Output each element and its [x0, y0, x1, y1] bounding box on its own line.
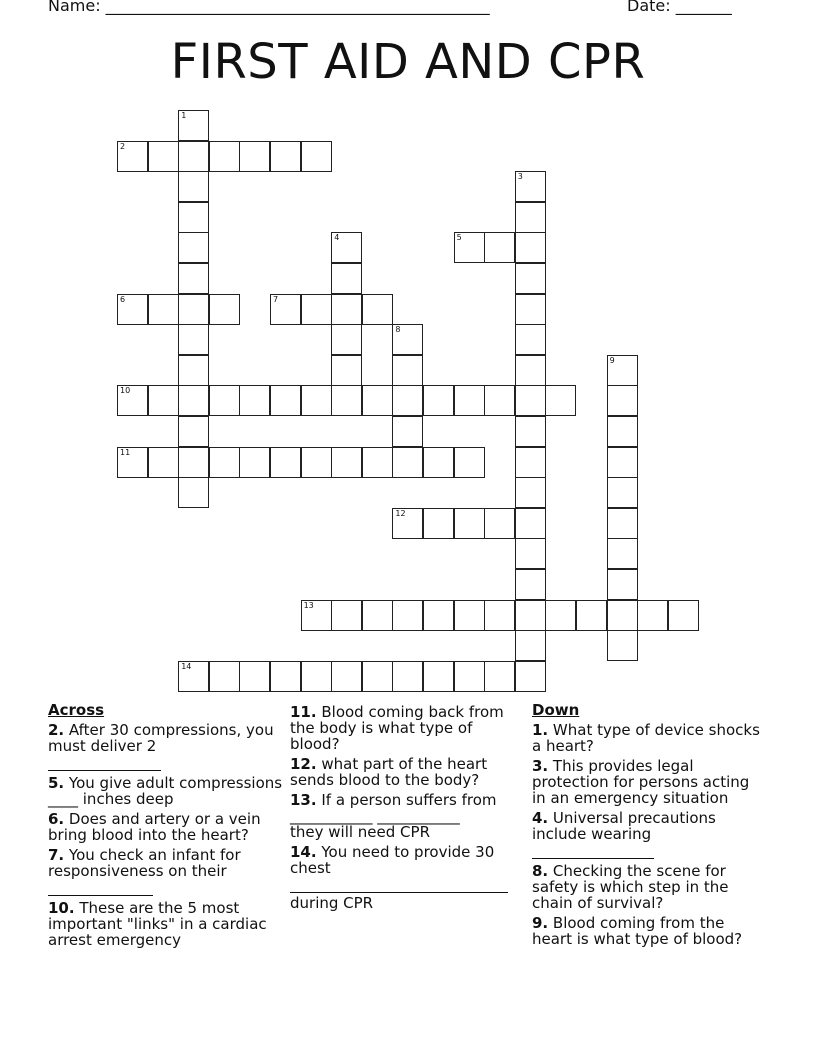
grid-cell[interactable] [117, 385, 148, 416]
grid-cell[interactable] [484, 508, 515, 539]
grid-cell[interactable] [607, 630, 638, 661]
grid-cell[interactable] [178, 447, 209, 478]
date-field-label: Date: _______ [627, 0, 732, 15]
grid-cell[interactable] [178, 385, 209, 416]
grid-cell[interactable] [331, 263, 362, 294]
grid-cell[interactable] [178, 141, 209, 172]
clue-down-1: 1. What type of device shocks a heart? [532, 721, 760, 755]
grid-cell[interactable] [607, 477, 638, 508]
grid-cell[interactable] [392, 416, 423, 447]
grid-cell[interactable] [392, 600, 423, 631]
grid-cell[interactable] [515, 232, 546, 263]
grid-cell[interactable] [515, 447, 546, 478]
down-heading: Down [532, 701, 580, 719]
grid-cell[interactable] [301, 661, 332, 692]
grid-cell[interactable] [392, 324, 423, 355]
clue-number: 10 [120, 386, 131, 396]
grid-cell[interactable] [331, 294, 362, 325]
grid-cell[interactable] [209, 661, 240, 692]
grid-cell[interactable] [515, 508, 546, 539]
grid-cell[interactable] [270, 294, 301, 325]
grid-cell[interactable] [209, 385, 240, 416]
grid-cell[interactable] [515, 661, 546, 692]
grid-cell[interactable] [515, 263, 546, 294]
grid-cell[interactable] [607, 355, 638, 386]
clue-number: 13 [303, 600, 314, 610]
grid-cell[interactable] [178, 171, 209, 202]
clue-number: 6 [120, 294, 126, 304]
grid-cell[interactable] [331, 600, 362, 631]
grid-cell[interactable] [270, 447, 301, 478]
grid-cell[interactable] [270, 385, 301, 416]
grid-cell[interactable] [454, 661, 485, 692]
grid-cell[interactable] [239, 661, 270, 692]
grid-cell[interactable] [484, 661, 515, 692]
clue-number: 4 [334, 233, 340, 243]
grid-cell[interactable] [484, 385, 515, 416]
grid-cell[interactable] [392, 385, 423, 416]
grid-cell[interactable] [362, 600, 393, 631]
grid-cell[interactable] [668, 600, 699, 631]
page-title: FIRST AID AND CPR [170, 34, 646, 90]
grid-cell[interactable] [331, 232, 362, 263]
grid-cell[interactable] [515, 538, 546, 569]
grid-cell[interactable] [423, 508, 454, 539]
grid-cell[interactable] [515, 171, 546, 202]
grid-cell[interactable] [148, 385, 179, 416]
grid-cell[interactable] [392, 508, 423, 539]
grid-cell[interactable] [607, 447, 638, 478]
grid-cell[interactable] [607, 385, 638, 416]
grid-cell[interactable] [301, 141, 332, 172]
grid-cell[interactable] [301, 600, 332, 631]
grid-cell[interactable] [331, 447, 362, 478]
grid-cell[interactable] [515, 294, 546, 325]
grid-cell[interactable] [423, 661, 454, 692]
grid-cell[interactable] [515, 385, 546, 416]
clue-number: 1 [181, 111, 187, 120]
grid-cell[interactable] [484, 600, 515, 631]
grid-cell[interactable] [423, 447, 454, 478]
name-field-label: Name: ________________________________________________ [48, 0, 490, 15]
grid-cell[interactable] [362, 447, 393, 478]
clue-across-14: 14. You need to provide 30 chest during CPR [290, 844, 510, 911]
grid-cell[interactable] [607, 538, 638, 569]
grid-cell[interactable] [362, 385, 393, 416]
clue-number: 5 [456, 233, 462, 243]
grid-cell[interactable] [178, 294, 209, 325]
grid-cell[interactable] [178, 355, 209, 386]
grid-cell[interactable] [454, 385, 485, 416]
grid-cell[interactable] [545, 385, 576, 416]
grid-cell[interactable] [515, 600, 546, 631]
grid-cell[interactable] [117, 294, 148, 325]
across-clues-column-1 [48, 702, 284, 952]
grid-cell[interactable] [178, 324, 209, 355]
grid-cell[interactable] [239, 447, 270, 478]
grid-cell[interactable] [331, 661, 362, 692]
clue-number: 12 [395, 508, 406, 518]
clue-down-8: 8. Checking the scene for safety is which step in the chain of survival? [532, 862, 729, 912]
grid-cell[interactable] [148, 447, 179, 478]
clue-number: 9 [609, 355, 615, 365]
grid-cell[interactable] [362, 294, 393, 325]
clue-number: 2 [120, 141, 126, 151]
grid-cell[interactable] [331, 355, 362, 386]
grid-cell[interactable] [209, 141, 240, 172]
grid-cell[interactable] [423, 600, 454, 631]
grid-cell[interactable] [515, 202, 546, 233]
clue-across-10: 10. These are the 5 most important "links" in a cardiac arrest emergency [48, 899, 267, 949]
grid-cell[interactable] [607, 600, 638, 631]
grid-cell[interactable] [209, 447, 240, 478]
grid-cell[interactable] [148, 294, 179, 325]
across-heading: Across [48, 701, 105, 719]
grid-cell[interactable] [270, 661, 301, 692]
grid-cell[interactable] [178, 202, 209, 233]
grid-cell[interactable] [178, 477, 209, 508]
clue-across-5: 5. You give adult compressions ____ inches deep [48, 774, 283, 808]
clue-down-4: 4. Universal precautions include wearing [532, 810, 762, 859]
clue-across-2: 2. After 30 compressions, you must deliver 2 [48, 722, 284, 771]
grid-cell[interactable] [515, 569, 546, 600]
clue-across-7: 7. You check an infant for responsiveness on their [48, 847, 284, 896]
grid-cell[interactable] [178, 232, 209, 263]
grid-cell[interactable] [301, 294, 332, 325]
clue-number: 8 [395, 325, 401, 335]
clue-number: 14 [181, 661, 192, 671]
grid-cell[interactable] [637, 600, 668, 631]
clue-down-3: 3. This provides legal protection for persons acting in an emergency situation [532, 757, 750, 807]
clue-number: 11 [120, 447, 131, 457]
grid-cell[interactable] [576, 600, 607, 631]
across-clues-column-2 [290, 704, 510, 915]
grid-cell[interactable] [515, 477, 546, 508]
grid-cell[interactable] [239, 141, 270, 172]
grid-cell[interactable] [178, 110, 209, 141]
grid-cell[interactable] [607, 508, 638, 539]
grid-cell[interactable] [392, 447, 423, 478]
grid-cell[interactable] [515, 324, 546, 355]
grid-cell[interactable] [178, 263, 209, 294]
grid-cell[interactable] [454, 232, 485, 263]
grid-cell[interactable] [454, 508, 485, 539]
grid-cell[interactable] [484, 232, 515, 263]
grid-cell[interactable] [454, 600, 485, 631]
grid-cell[interactable] [178, 661, 209, 692]
grid-cell[interactable] [301, 447, 332, 478]
grid-cell[interactable] [607, 416, 638, 447]
grid-cell[interactable] [331, 324, 362, 355]
grid-cell[interactable] [209, 294, 240, 325]
grid-cell[interactable] [392, 355, 423, 386]
grid-cell[interactable] [392, 661, 423, 692]
grid-cell[interactable] [148, 141, 179, 172]
clue-down-9: 9. Blood coming from the heart is what type of blood? [532, 914, 743, 948]
grid-cell[interactable] [270, 141, 301, 172]
grid-cell[interactable] [117, 141, 148, 172]
clue-number: 3 [517, 172, 523, 182]
grid-cell[interactable] [515, 416, 546, 447]
grid-cell[interactable] [607, 569, 638, 600]
grid-cell[interactable] [117, 447, 148, 478]
grid-cell[interactable] [454, 447, 485, 478]
grid-cell[interactable] [301, 385, 332, 416]
grid-cell[interactable] [515, 630, 546, 661]
grid-cell[interactable] [545, 600, 576, 631]
grid-cell[interactable] [515, 355, 546, 386]
grid-cell[interactable] [178, 416, 209, 447]
clue-number: 7 [273, 294, 279, 304]
down-clues-column [532, 702, 762, 951]
grid-cell[interactable] [362, 661, 393, 692]
clue-across-6: 6. Does and artery or a vein bring blood into the heart? [48, 810, 261, 844]
clue-across-12: 12. what part of the heart sends blood to the body? [290, 755, 488, 789]
clue-across-13: 13. If a person suffers from ___________ ___________ they will need CPR [290, 791, 497, 841]
grid-cell[interactable] [239, 385, 270, 416]
clue-across-11: 11. Blood coming back from the body is what type of blood? [290, 703, 504, 753]
grid-cell[interactable] [423, 385, 454, 416]
grid-cell[interactable] [331, 385, 362, 416]
